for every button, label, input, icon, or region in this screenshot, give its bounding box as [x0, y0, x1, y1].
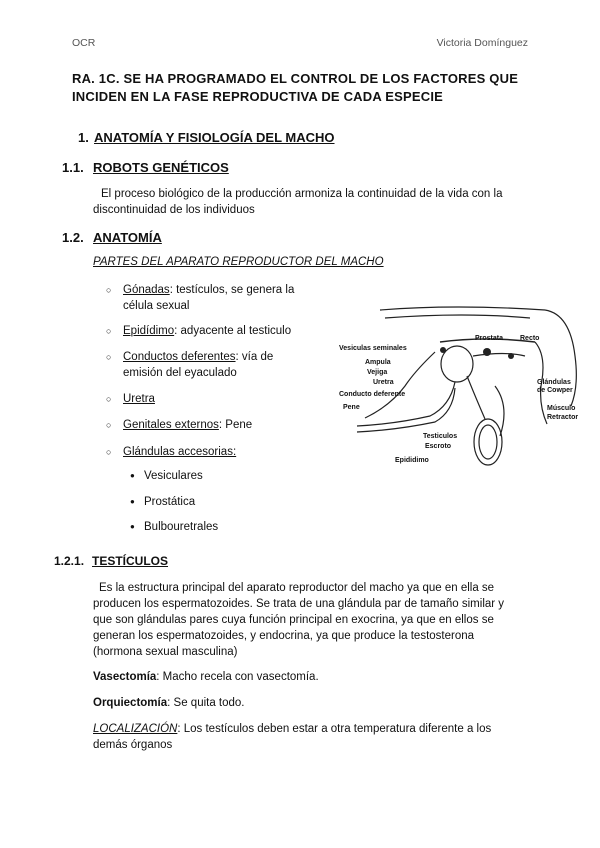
gland-name: Vesiculares [144, 470, 203, 482]
part-desc: : adyacente al testiculo [174, 325, 292, 337]
penis-upper [357, 382, 455, 426]
label-conducto: Conducto deferente [339, 391, 406, 398]
parts-subtitle: PARTES DEL APARATO REPRODUCTOR DEL MACHO [93, 256, 384, 268]
bullet-circle-icon: ○ [106, 326, 112, 336]
vasectomia-term: Vasectomía [93, 671, 157, 683]
header-author: Victoria Domínguez [436, 37, 528, 49]
label-escroto: Escroto [425, 443, 452, 450]
list-item [130, 496, 195, 508]
section-number: 1.2. [62, 230, 84, 245]
list-item [106, 323, 316, 339]
bullet-dot-icon: ● [130, 522, 135, 532]
bullet-dot-icon: ● [130, 497, 135, 507]
label-testiculos: Testiculos [423, 433, 458, 440]
localizacion-line [93, 721, 523, 753]
section-title: ANATOMÍA Y FISIOLOGÍA DEL MACHO [94, 130, 335, 145]
vasectomia-line [93, 669, 523, 685]
localizacion-term: LOCALIZACIÓN [93, 723, 178, 735]
document-title: RA. 1C. SE HA PROGRAMADO EL CONTROL DE LOS FACTORES QUE INCIDEN EN LA FASE REPRODUCTIVA DE CADA ESPECIE [72, 71, 519, 104]
part-term: Gónadas [123, 284, 170, 296]
spine-line [385, 315, 530, 318]
list-item [130, 521, 218, 533]
seminal-vesicle-mark [440, 347, 446, 353]
reproductive-diagram [335, 296, 600, 472]
label-ampula: Ampula [365, 359, 391, 366]
bullet-dot-icon: ● [130, 471, 135, 481]
gland-name: Prostática [144, 496, 196, 508]
gland-name: Bulbouretrales [144, 521, 219, 533]
list-item [106, 282, 316, 314]
list-item [106, 417, 316, 433]
testis [474, 419, 502, 465]
label-prostata: Prostata [475, 335, 504, 342]
orquiectomia-line [93, 695, 523, 711]
spermatic-cord [467, 376, 485, 419]
bladder [441, 346, 473, 382]
label-retractor: Retractor [547, 414, 579, 421]
urethra-pelvic [473, 354, 525, 357]
label-uretra: Uretra [373, 379, 394, 386]
label-pene: Pene [343, 404, 360, 411]
section-title: TESTÍCULOS [92, 554, 169, 568]
label-vejiga: Vejiga [367, 369, 388, 376]
part-term: Uretra [123, 393, 155, 405]
orquiectomia-desc: : Se quita todo. [167, 697, 245, 709]
back-outline [380, 307, 545, 310]
section-1-2-1-body: Es la estructura principal del aparato reproductor del macho ya que en ella se producen los espermatozoides. Se trata de una glándula par de tamaño similar y que son glándulas pares cuya función principal en exocrina, ya que en ellos se generan los espermatozoides, y endocrina, ya que produce la testosterona (hormona sexual masculina) [93, 582, 505, 658]
part-term: Epidídimo [123, 325, 175, 337]
section-1-2-1-heading [54, 554, 168, 568]
section-1-2-heading [62, 230, 162, 245]
label-vesiculas: Vesiculas seminales [339, 345, 407, 352]
section-number: 1.1. [62, 160, 84, 175]
list-item [106, 391, 316, 407]
list-item [130, 470, 203, 482]
bullet-circle-icon: ○ [106, 285, 112, 295]
orquiectomia-term: Orquiectomía [93, 697, 168, 709]
part-term: Glándulas accesorias: [123, 446, 237, 458]
label-epididimo: Epididimo [395, 457, 429, 464]
bullet-circle-icon: ○ [106, 352, 112, 362]
list-item [106, 349, 316, 381]
part-desc: : Pene [218, 419, 253, 431]
section-number: 1.2.1. [54, 554, 85, 568]
part-desc: : testículos, se genera la célula sexual [123, 284, 295, 312]
section-1-heading [78, 130, 335, 145]
label-musculo: Músculo [547, 405, 576, 412]
section-1-1-heading [62, 160, 229, 175]
bullet-circle-icon: ○ [106, 447, 112, 457]
epididymis [479, 425, 497, 459]
bullet-circle-icon: ○ [106, 394, 112, 404]
part-term: Conductos deferentes [123, 351, 236, 363]
list-item [106, 444, 316, 460]
section-1-1-body: El proceso biológico de la producción armoniza la continuidad de la vida con la discontinuidad de los individuos [93, 188, 503, 216]
header-left: OCR [72, 37, 96, 49]
section-number: 1. [78, 130, 89, 145]
label-glandulas: Glándulas [537, 379, 571, 386]
section-title: ANATOMÍA [93, 230, 162, 245]
vasectomia-desc: : Macho recela con vasectomía. [156, 671, 319, 683]
localizacion-desc: : Los testículos deben estar a otra temperatura diferente a los demás órganos [93, 723, 492, 751]
bullet-circle-icon: ○ [106, 420, 112, 430]
prostate-mark [483, 348, 491, 356]
part-desc: : vía de emisión del eyaculado [123, 351, 274, 379]
part-term: Genitales externos [123, 419, 219, 431]
label-cowper: de Cowper [537, 387, 573, 394]
section-title: ROBOTS GENÉTICOS [93, 160, 229, 175]
label-recto: Recto [520, 335, 540, 342]
cowper-gland-mark [508, 353, 514, 359]
